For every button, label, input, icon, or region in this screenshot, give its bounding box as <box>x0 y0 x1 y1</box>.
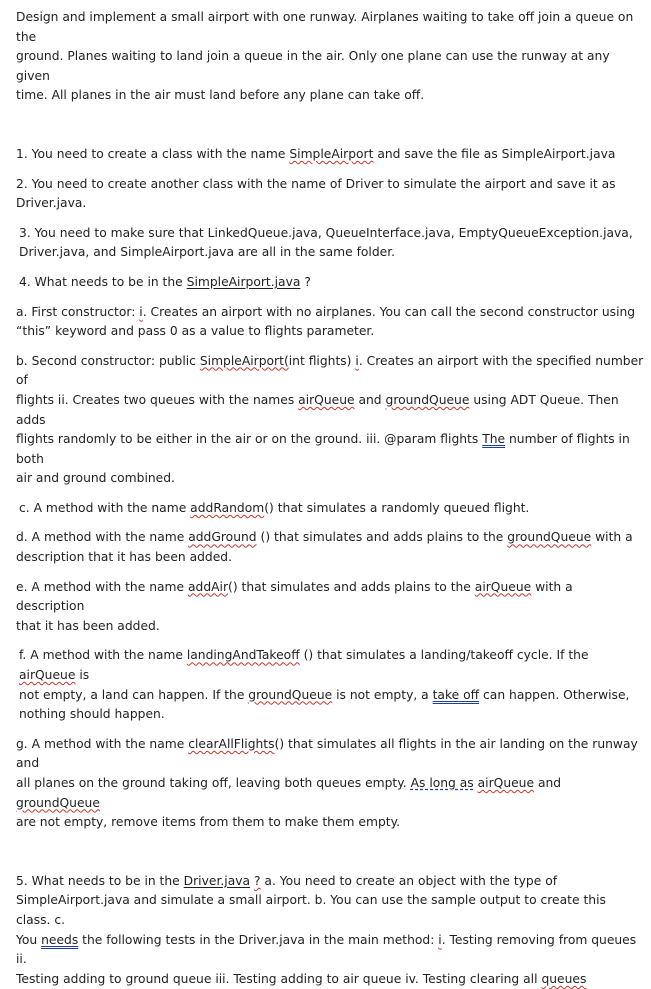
intro-paragraph: Design and implement a small airport with one runway. Airplanes waiting to take off join a queue on the ground. Planes waiting to land join a queue in the air. Only one plane can use the runway at any given time. All planes in the air must land before any plane can take off. <box>16 10 634 103</box>
item-e: e. A method with the name addAir() that simulates and adds plains to the airQueue with a description that it has been added. <box>16 579 573 633</box>
item-4-heading: 4. What needs to be in the SimpleAirport.java ? <box>19 274 311 289</box>
item-b: b. Second constructor: public SimpleAirport(int flights) i. Creates an airport with the specified number of flights ii. Creates two queues with the names airQueue and groundQueue using ADT Queue. Then adds flights randomly to be either in the air or on the ground. iii. @param flights The number of flights in both air and ground combined. <box>16 353 644 486</box>
item-2: 2. You need to create another class with the name of Driver to simulate the airport and save it as Driver.java. <box>16 176 616 211</box>
item-g: g. A method with the name clearAllFlights() that simulates all flights in the air landing on the runway and all planes on the ground taking off, leaving both queues empty. As long as airQueue and groundQueue are not empty, remove items from them to make them empty. <box>16 736 638 830</box>
document-body <box>16 8 644 989</box>
item-3: 3. You need to make sure that LinkedQueue.java, QueueInterface.java, EmptyQueueException.java, Driver.java, and SimpleAirport.java are all in the same folder. <box>19 225 633 260</box>
item-f: f. A method with the name landingAndTakeoff () that simulates a landing/takeoff cycle. If the airQueue is not empty, a land can happen. If the groundQueue is not empty, a take off can happen. Otherwise, nothing should happen. <box>19 648 630 722</box>
item-c: c. A method with the name addRandom() that simulates a randomly queued flight. <box>19 500 530 515</box>
item-5: 5. What needs to be in the Driver.java ? a. You need to create an object with the type of SimpleAirport.java and simulate a small airport. b. You can use the sample output to create this class. c. You needs the following tests in the Driver.java in the main method: i. Testing removing from queues ii. Testing adding to ground queue iii. Testing adding to air queue iv. Testing clearing all queues <box>16 873 637 986</box>
item-a: a. First constructor: i. Creates an airport with no airplanes. You can call the second constructor using “this” keyword and pass 0 as a value to flights parameter. <box>16 304 636 339</box>
item-1: 1. You need to create a class with the name SimpleAirport and save the file as SimpleAirport.java <box>16 146 616 161</box>
item-d: d. A method with the name addGround () that simulates and adds plains to the groundQueue with a description that it has been added. <box>16 530 633 565</box>
